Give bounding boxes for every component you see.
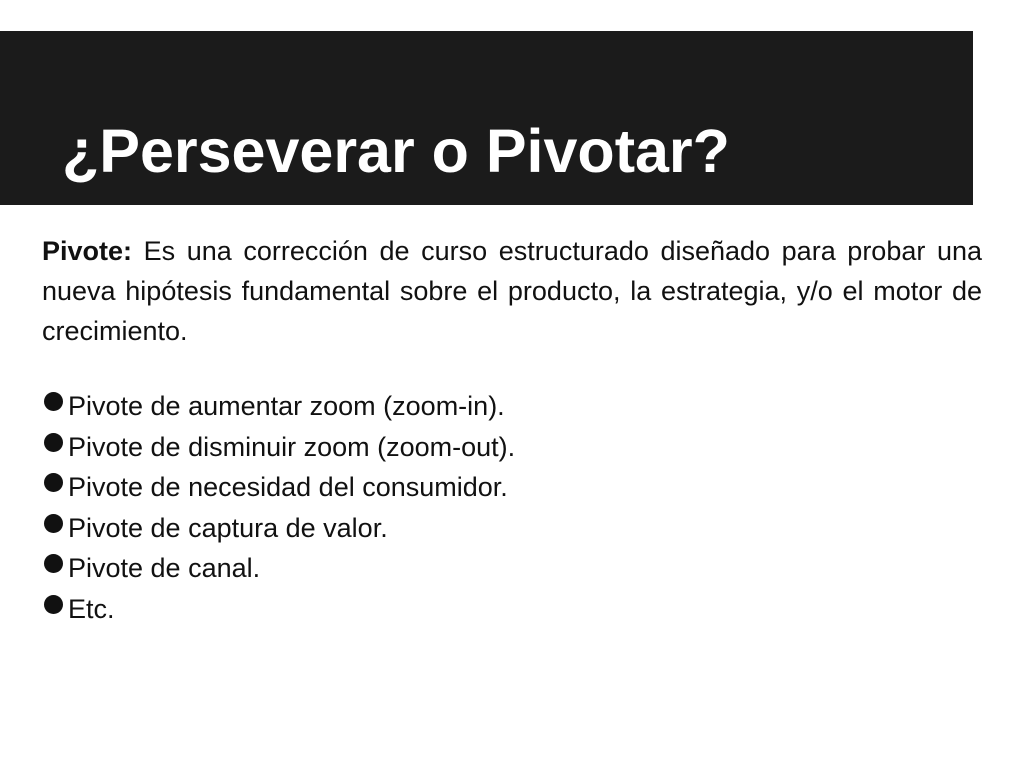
bullet-text: Pivote de necesidad del consumidor. — [68, 472, 508, 502]
bullet-icon — [44, 514, 63, 533]
bullet-text: Pivote de disminuir zoom (zoom-out). — [68, 431, 516, 462]
bullet-item — [42, 508, 515, 549]
definition-text: Es una corrección de curso estructurado diseñado para probar una nueva hipótesis fundamental sobre el producto, la estrategia, y/o el motor de crecimiento. — [42, 236, 982, 346]
bullet-text: Pivote de captura de valor. — [68, 512, 388, 543]
definition-paragraph — [42, 231, 982, 351]
bullet-icon — [44, 595, 63, 614]
bullet-text: Pivote de aumentar zoom (zoom-in). — [68, 391, 505, 421]
bullet-icon — [44, 392, 63, 411]
bullet-item — [42, 548, 515, 589]
bullet-text: Pivote de canal. — [68, 553, 261, 583]
bullet-list — [42, 386, 515, 629]
bullet-text: Etc. — [68, 593, 115, 624]
bullet-item — [42, 386, 515, 427]
bullet-icon — [44, 433, 63, 452]
bullet-item — [42, 467, 515, 508]
bullet-item — [42, 427, 515, 468]
bullet-icon — [44, 554, 63, 573]
bullet-icon — [44, 473, 63, 492]
definition-term: Pivote: — [42, 236, 133, 266]
bullet-item — [42, 589, 515, 630]
slide-title: ¿Perseverar o Pivotar? — [62, 117, 730, 185]
